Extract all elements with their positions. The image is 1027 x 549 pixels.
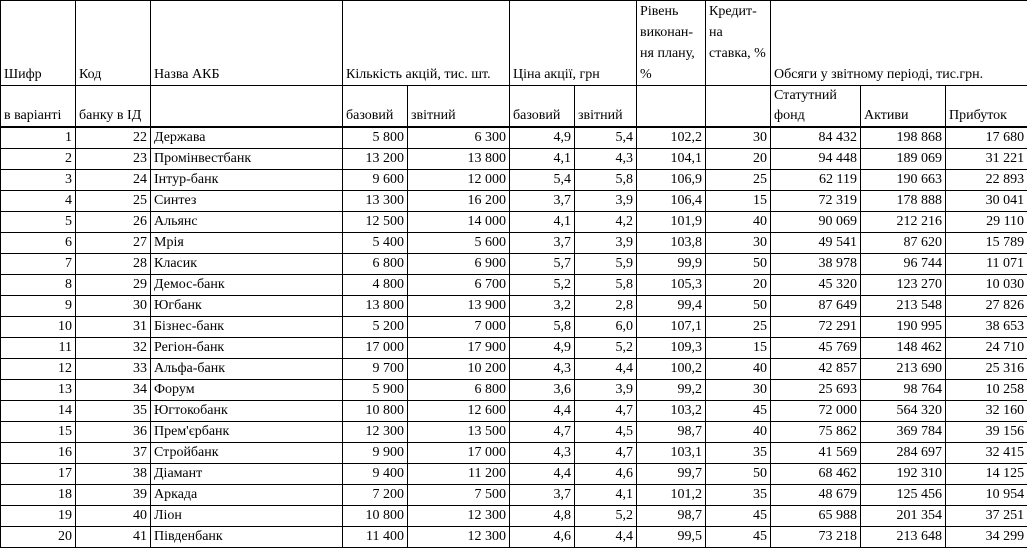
cell-assets: 190 995 [861, 317, 946, 338]
header-nazva: Назва АКБ [151, 1, 343, 86]
header-zvitnyi-shares: звітний [408, 86, 510, 128]
cell-plan-level: 101,9 [637, 212, 706, 233]
cell-profit: 24 710 [946, 338, 1027, 359]
cell-row-number: 19 [1, 506, 76, 527]
cell-plan-level: 99,7 [637, 464, 706, 485]
cell-bank-code: 35 [76, 401, 151, 422]
table-row [1, 380, 1027, 401]
cell-price-report: 3,9 [575, 380, 637, 401]
cell-row-number: 4 [1, 191, 76, 212]
cell-credit-rate: 40 [706, 212, 771, 233]
cell-profit: 10 954 [946, 485, 1027, 506]
cell-assets: 178 888 [861, 191, 946, 212]
cell-bank-name: Югтокобанк [151, 401, 343, 422]
cell-row-number: 3 [1, 170, 76, 191]
cell-price-report: 5,2 [575, 506, 637, 527]
cell-bank-name: Регіон-банк [151, 338, 343, 359]
cell-plan-level: 103,8 [637, 233, 706, 254]
cell-bank-name: Аркада [151, 485, 343, 506]
cell-credit-rate: 15 [706, 338, 771, 359]
cell-profit: 17 680 [946, 127, 1027, 149]
cell-assets: 369 784 [861, 422, 946, 443]
cell-profit: 25 316 [946, 359, 1027, 380]
table-row [1, 506, 1027, 527]
cell-assets: 213 548 [861, 296, 946, 317]
table-row [1, 296, 1027, 317]
cell-plan-level: 100,2 [637, 359, 706, 380]
cell-credit-rate: 20 [706, 149, 771, 170]
cell-shares-report: 6 900 [408, 254, 510, 275]
cell-price-base: 4,3 [510, 443, 575, 464]
cell-shares-report: 11 200 [408, 464, 510, 485]
table-row [1, 527, 1027, 548]
cell-bank-name: Діамант [151, 464, 343, 485]
cell-assets: 564 320 [861, 401, 946, 422]
cell-credit-rate: 45 [706, 527, 771, 548]
cell-statutory-fund: 42 857 [771, 359, 861, 380]
cell-credit-rate: 35 [706, 443, 771, 464]
cell-shares-base: 9 600 [343, 170, 408, 191]
cell-price-report: 6,0 [575, 317, 637, 338]
cell-price-base: 5,2 [510, 275, 575, 296]
cell-price-report: 3,9 [575, 233, 637, 254]
cell-shares-report: 16 200 [408, 191, 510, 212]
cell-bank-name: Югбанк [151, 296, 343, 317]
cell-bank-name: Синтез [151, 191, 343, 212]
cell-statutory-fund: 72 291 [771, 317, 861, 338]
cell-assets: 125 456 [861, 485, 946, 506]
cell-bank-name: Мрія [151, 233, 343, 254]
cell-shares-base: 17 000 [343, 338, 408, 359]
cell-statutory-fund: 72 319 [771, 191, 861, 212]
cell-price-base: 3,6 [510, 380, 575, 401]
cell-profit: 14 125 [946, 464, 1027, 485]
cell-credit-rate: 50 [706, 464, 771, 485]
cell-shares-base: 5 400 [343, 233, 408, 254]
cell-bank-code: 37 [76, 443, 151, 464]
cell-plan-level: 103,2 [637, 401, 706, 422]
cell-profit: 34 299 [946, 527, 1027, 548]
cell-row-number: 17 [1, 464, 76, 485]
header-prybutok: Прибуток [946, 86, 1027, 128]
cell-statutory-fund: 25 693 [771, 380, 861, 401]
cell-price-report: 4,4 [575, 359, 637, 380]
cell-plan-level: 105,3 [637, 275, 706, 296]
cell-price-base: 4,6 [510, 527, 575, 548]
header-kod: Код [76, 1, 151, 86]
cell-shares-base: 7 200 [343, 485, 408, 506]
cell-profit: 37 251 [946, 506, 1027, 527]
cell-price-report: 4,2 [575, 212, 637, 233]
cell-shares-base: 9 900 [343, 443, 408, 464]
cell-bank-name: Класик [151, 254, 343, 275]
cell-statutory-fund: 68 462 [771, 464, 861, 485]
cell-profit: 31 221 [946, 149, 1027, 170]
cell-assets: 98 764 [861, 380, 946, 401]
cell-price-report: 4,1 [575, 485, 637, 506]
table-row [1, 485, 1027, 506]
cell-bank-name: Інтур-банк [151, 170, 343, 191]
cell-statutory-fund: 87 649 [771, 296, 861, 317]
cell-price-base: 4,4 [510, 464, 575, 485]
cell-credit-rate: 50 [706, 296, 771, 317]
cell-price-report: 3,9 [575, 191, 637, 212]
cell-credit-rate: 25 [706, 317, 771, 338]
cell-row-number: 5 [1, 212, 76, 233]
cell-profit: 32 415 [946, 443, 1027, 464]
cell-bank-code: 34 [76, 380, 151, 401]
cell-bank-name: Промінвестбанк [151, 149, 343, 170]
cell-shares-base: 10 800 [343, 506, 408, 527]
cell-row-number: 15 [1, 422, 76, 443]
table-row [1, 338, 1027, 359]
cell-shares-base: 5 800 [343, 127, 408, 149]
cell-shares-report: 12 600 [408, 401, 510, 422]
cell-price-base: 3,7 [510, 233, 575, 254]
cell-shares-base: 10 800 [343, 401, 408, 422]
cell-bank-code: 38 [76, 464, 151, 485]
cell-price-base: 3,7 [510, 191, 575, 212]
header-row-2 [1, 86, 1027, 128]
cell-shares-base: 13 800 [343, 296, 408, 317]
cell-statutory-fund: 62 119 [771, 170, 861, 191]
cell-price-base: 4,8 [510, 506, 575, 527]
cell-credit-rate: 40 [706, 422, 771, 443]
cell-plan-level: 99,2 [637, 380, 706, 401]
cell-profit: 32 160 [946, 401, 1027, 422]
cell-shares-report: 13 900 [408, 296, 510, 317]
cell-plan-level: 109,3 [637, 338, 706, 359]
cell-bank-code: 23 [76, 149, 151, 170]
table-row [1, 212, 1027, 233]
cell-profit: 15 789 [946, 233, 1027, 254]
cell-assets: 198 868 [861, 127, 946, 149]
cell-bank-code: 32 [76, 338, 151, 359]
cell-shares-report: 6 700 [408, 275, 510, 296]
cell-plan-level: 99,4 [637, 296, 706, 317]
cell-credit-rate: 50 [706, 254, 771, 275]
cell-price-report: 4,3 [575, 149, 637, 170]
cell-bank-code: 29 [76, 275, 151, 296]
cell-profit: 10 258 [946, 380, 1027, 401]
cell-bank-code: 26 [76, 212, 151, 233]
cell-bank-code: 39 [76, 485, 151, 506]
cell-row-number: 6 [1, 233, 76, 254]
table-row [1, 464, 1027, 485]
cell-shares-report: 12 300 [408, 527, 510, 548]
cell-bank-name: Держава [151, 127, 343, 149]
table-row [1, 191, 1027, 212]
header-nazva-empty [151, 86, 343, 128]
cell-shares-report: 5 600 [408, 233, 510, 254]
cell-row-number: 2 [1, 149, 76, 170]
header-riven-empty [637, 86, 706, 128]
cell-statutory-fund: 48 679 [771, 485, 861, 506]
cell-plan-level: 106,4 [637, 191, 706, 212]
table-row [1, 443, 1027, 464]
table-row [1, 170, 1027, 191]
cell-price-report: 5,2 [575, 338, 637, 359]
cell-bank-code: 22 [76, 127, 151, 149]
table-row [1, 127, 1027, 149]
cell-statutory-fund: 94 448 [771, 149, 861, 170]
cell-bank-name: Прем'єрбанк [151, 422, 343, 443]
cell-shares-report: 17 000 [408, 443, 510, 464]
cell-plan-level: 102,2 [637, 127, 706, 149]
cell-plan-level: 106,9 [637, 170, 706, 191]
cell-statutory-fund: 38 978 [771, 254, 861, 275]
cell-price-base: 5,4 [510, 170, 575, 191]
cell-row-number: 14 [1, 401, 76, 422]
cell-row-number: 12 [1, 359, 76, 380]
cell-profit: 27 826 [946, 296, 1027, 317]
cell-price-report: 4,6 [575, 464, 637, 485]
cell-statutory-fund: 72 000 [771, 401, 861, 422]
cell-plan-level: 107,1 [637, 317, 706, 338]
cell-row-number: 10 [1, 317, 76, 338]
header-obsyagy: Обсяги у звітному періоді, тис.грн. [771, 1, 1027, 86]
table-row [1, 422, 1027, 443]
cell-price-base: 4,3 [510, 359, 575, 380]
table-row [1, 401, 1027, 422]
header-kilkist: Кількість акцій, тис. шт. [343, 1, 510, 86]
cell-shares-report: 7 000 [408, 317, 510, 338]
cell-shares-report: 6 800 [408, 380, 510, 401]
cell-row-number: 9 [1, 296, 76, 317]
cell-price-report: 5,8 [575, 170, 637, 191]
cell-price-base: 5,8 [510, 317, 575, 338]
header-zvitnyi-price: звітний [575, 86, 637, 128]
cell-assets: 87 620 [861, 233, 946, 254]
cell-statutory-fund: 65 988 [771, 506, 861, 527]
cell-assets: 201 354 [861, 506, 946, 527]
cell-statutory-fund: 41 569 [771, 443, 861, 464]
cell-bank-name: Південбанк [151, 527, 343, 548]
cell-bank-code: 25 [76, 191, 151, 212]
table-row [1, 149, 1027, 170]
cell-plan-level: 104,1 [637, 149, 706, 170]
header-aktyvy: Активи [861, 86, 946, 128]
cell-price-base: 3,2 [510, 296, 575, 317]
cell-price-report: 4,4 [575, 527, 637, 548]
cell-price-report: 4,7 [575, 443, 637, 464]
header-tsina: Ціна акції, грн [510, 1, 637, 86]
cell-profit: 30 041 [946, 191, 1027, 212]
header-kredyt: Кредит-на ставка, % [706, 1, 771, 86]
cell-row-number: 13 [1, 380, 76, 401]
cell-row-number: 1 [1, 127, 76, 149]
cell-assets: 189 069 [861, 149, 946, 170]
header-v-varianti: в варіанті [1, 86, 76, 128]
cell-row-number: 8 [1, 275, 76, 296]
cell-shares-base: 5 200 [343, 317, 408, 338]
cell-price-report: 5,8 [575, 275, 637, 296]
header-shyfr: Шифр [1, 1, 76, 86]
cell-statutory-fund: 45 769 [771, 338, 861, 359]
table-body [1, 127, 1027, 548]
header-riven: Рівень виконан-ня плану, % [637, 1, 706, 86]
table-row [1, 254, 1027, 275]
cell-bank-name: Форум [151, 380, 343, 401]
cell-statutory-fund: 84 432 [771, 127, 861, 149]
cell-shares-base: 9 700 [343, 359, 408, 380]
cell-shares-report: 13 800 [408, 149, 510, 170]
cell-price-base: 5,7 [510, 254, 575, 275]
cell-row-number: 11 [1, 338, 76, 359]
cell-bank-code: 36 [76, 422, 151, 443]
cell-profit: 38 653 [946, 317, 1027, 338]
header-row-1 [1, 1, 1027, 86]
cell-shares-report: 14 000 [408, 212, 510, 233]
cell-bank-code: 31 [76, 317, 151, 338]
cell-shares-report: 7 500 [408, 485, 510, 506]
cell-price-base: 4,7 [510, 422, 575, 443]
cell-shares-report: 17 900 [408, 338, 510, 359]
cell-profit: 11 071 [946, 254, 1027, 275]
cell-price-base: 4,9 [510, 338, 575, 359]
cell-price-base: 3,7 [510, 485, 575, 506]
table-row [1, 275, 1027, 296]
table-row [1, 233, 1027, 254]
cell-plan-level: 99,5 [637, 527, 706, 548]
cell-shares-report: 13 500 [408, 422, 510, 443]
cell-credit-rate: 40 [706, 359, 771, 380]
header-bazovyi-shares: базовий [343, 86, 408, 128]
header-bazovyi-price: базовий [510, 86, 575, 128]
cell-assets: 284 697 [861, 443, 946, 464]
header-statutnyi: Статутний фонд [771, 86, 861, 128]
cell-bank-name: Альфа-банк [151, 359, 343, 380]
cell-shares-base: 13 200 [343, 149, 408, 170]
cell-bank-name: Альянс [151, 212, 343, 233]
cell-bank-code: 27 [76, 233, 151, 254]
cell-bank-code: 24 [76, 170, 151, 191]
cell-price-base: 4,1 [510, 212, 575, 233]
cell-bank-name: Демос-банк [151, 275, 343, 296]
cell-credit-rate: 20 [706, 275, 771, 296]
cell-price-report: 5,9 [575, 254, 637, 275]
cell-price-report: 4,7 [575, 401, 637, 422]
cell-plan-level: 98,7 [637, 422, 706, 443]
cell-price-base: 4,1 [510, 149, 575, 170]
cell-row-number: 7 [1, 254, 76, 275]
header-kredyt-empty [706, 86, 771, 128]
cell-profit: 22 893 [946, 170, 1027, 191]
cell-shares-base: 11 400 [343, 527, 408, 548]
cell-credit-rate: 25 [706, 170, 771, 191]
cell-credit-rate: 30 [706, 127, 771, 149]
cell-shares-base: 6 800 [343, 254, 408, 275]
cell-bank-name: Бізнес-банк [151, 317, 343, 338]
cell-price-report: 2,8 [575, 296, 637, 317]
cell-price-report: 4,5 [575, 422, 637, 443]
cell-assets: 212 216 [861, 212, 946, 233]
cell-statutory-fund: 45 320 [771, 275, 861, 296]
cell-row-number: 20 [1, 527, 76, 548]
header-bank-v-id: банку в ІД [76, 86, 151, 128]
cell-profit: 10 030 [946, 275, 1027, 296]
cell-assets: 190 663 [861, 170, 946, 191]
cell-statutory-fund: 49 541 [771, 233, 861, 254]
cell-shares-base: 13 300 [343, 191, 408, 212]
table-row [1, 359, 1027, 380]
cell-bank-code: 30 [76, 296, 151, 317]
cell-shares-report: 12 000 [408, 170, 510, 191]
cell-assets: 213 648 [861, 527, 946, 548]
cell-assets: 192 310 [861, 464, 946, 485]
cell-row-number: 18 [1, 485, 76, 506]
cell-statutory-fund: 73 218 [771, 527, 861, 548]
cell-credit-rate: 30 [706, 233, 771, 254]
cell-credit-rate: 30 [706, 380, 771, 401]
cell-credit-rate: 45 [706, 506, 771, 527]
cell-shares-base: 5 900 [343, 380, 408, 401]
cell-assets: 148 462 [861, 338, 946, 359]
cell-plan-level: 101,2 [637, 485, 706, 506]
cell-bank-name: Ліон [151, 506, 343, 527]
cell-shares-report: 10 200 [408, 359, 510, 380]
cell-price-base: 4,4 [510, 401, 575, 422]
cell-statutory-fund: 90 069 [771, 212, 861, 233]
cell-shares-report: 12 300 [408, 506, 510, 527]
cell-row-number: 16 [1, 443, 76, 464]
cell-bank-name: Стройбанк [151, 443, 343, 464]
cell-profit: 29 110 [946, 212, 1027, 233]
cell-shares-base: 12 500 [343, 212, 408, 233]
table-row [1, 317, 1027, 338]
cell-bank-code: 41 [76, 527, 151, 548]
cell-credit-rate: 15 [706, 191, 771, 212]
cell-plan-level: 98,7 [637, 506, 706, 527]
cell-shares-base: 4 800 [343, 275, 408, 296]
cell-plan-level: 99,9 [637, 254, 706, 275]
cell-credit-rate: 35 [706, 485, 771, 506]
cell-shares-report: 6 300 [408, 127, 510, 149]
cell-plan-level: 103,1 [637, 443, 706, 464]
cell-bank-code: 28 [76, 254, 151, 275]
cell-assets: 96 744 [861, 254, 946, 275]
cell-assets: 213 690 [861, 359, 946, 380]
cell-shares-base: 9 400 [343, 464, 408, 485]
cell-bank-code: 40 [76, 506, 151, 527]
cell-profit: 39 156 [946, 422, 1027, 443]
cell-statutory-fund: 75 862 [771, 422, 861, 443]
cell-assets: 123 270 [861, 275, 946, 296]
cell-credit-rate: 45 [706, 401, 771, 422]
cell-shares-base: 12 300 [343, 422, 408, 443]
cell-price-base: 4,9 [510, 127, 575, 149]
cell-bank-code: 33 [76, 359, 151, 380]
cell-price-report: 5,4 [575, 127, 637, 149]
